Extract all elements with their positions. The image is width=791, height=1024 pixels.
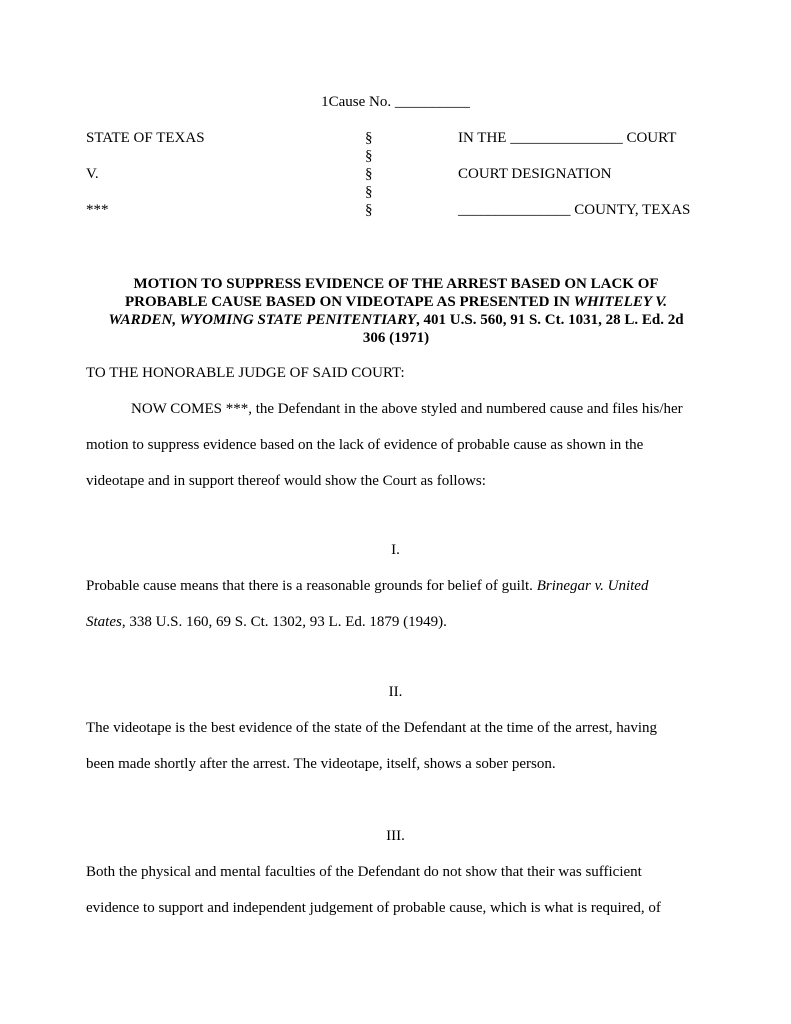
section-line: evidence to support and independent judgement of probable cause, which is what is required, of xyxy=(86,900,661,916)
case-name-italic: WHITELEY V. xyxy=(573,294,668,310)
title-line xyxy=(86,311,706,329)
title-text: PROBABLE CAUSE BASED ON VIDEOTAPE AS PRESENTED IN xyxy=(124,294,574,310)
section-mark: § xyxy=(365,130,373,146)
intro-line: NOW COMES ***, the Defendant in the above styled and numbered cause and files his/her xyxy=(131,401,683,417)
caption-row xyxy=(0,184,791,202)
section-line xyxy=(86,614,447,631)
section-line xyxy=(86,578,648,595)
section-mark: § xyxy=(365,202,373,218)
section-mark: § xyxy=(365,166,373,182)
cause-number-line: 1Cause No. __________ xyxy=(321,94,470,110)
caption-county: _______________ COUNTY, TEXAS xyxy=(458,202,691,218)
section-line: The videotape is the best evidence of the state of the Defendant at the time of the arrest, having xyxy=(86,720,658,736)
title-line xyxy=(86,293,706,311)
salutation: TO THE HONORABLE JUDGE OF SAID COURT: xyxy=(86,365,405,381)
section-numeral: III. xyxy=(386,828,405,844)
caption-row xyxy=(0,148,791,166)
caption-row xyxy=(0,166,791,184)
intro-line: videotape and in support thereof would show the Court as follows: xyxy=(86,473,486,489)
case-name-italic: Brinegar v. United xyxy=(536,578,649,594)
caption-court-designation: COURT DESIGNATION xyxy=(458,166,612,182)
motion-title xyxy=(86,275,706,347)
caption-row xyxy=(0,202,791,220)
section-line: been made shortly after the arrest. The videotape, itself, shows a sober person. xyxy=(86,756,556,772)
section-numeral: II. xyxy=(388,684,403,700)
title-line: 306 (1971) xyxy=(362,330,430,346)
caption-court: IN THE _______________ COURT xyxy=(458,130,677,146)
caption-row xyxy=(0,130,791,148)
caption-versus: V. xyxy=(86,166,99,182)
section-numeral: I. xyxy=(391,542,400,558)
section-mark: § xyxy=(365,148,373,164)
caption-defendant: *** xyxy=(86,202,109,218)
citation-text: , 401 U.S. 560, 91 S. Ct. 1031, 28 L. Ed. 2d xyxy=(416,312,684,328)
citation-text: , 338 U.S. 160, 69 S. Ct. 1302, 93 L. Ed. 1879 (1949). xyxy=(121,614,447,630)
section-text: Probable cause means that there is a reasonable grounds for belief of guilt. xyxy=(86,578,537,594)
intro-line: motion to suppress evidence based on the lack of evidence of probable cause as shown in the xyxy=(86,437,644,453)
section-mark: § xyxy=(365,184,373,200)
caption-party-state: STATE OF TEXAS xyxy=(86,130,205,146)
section-line: Both the physical and mental faculties of the Defendant do not show that their was sufficient xyxy=(86,864,642,880)
case-name-italic: States xyxy=(86,614,122,630)
title-line: MOTION TO SUPPRESS EVIDENCE OF THE ARREST BASED ON LACK OF xyxy=(133,276,659,292)
case-name-italic: WARDEN, WYOMING STATE PENITENTIARY xyxy=(108,312,417,328)
